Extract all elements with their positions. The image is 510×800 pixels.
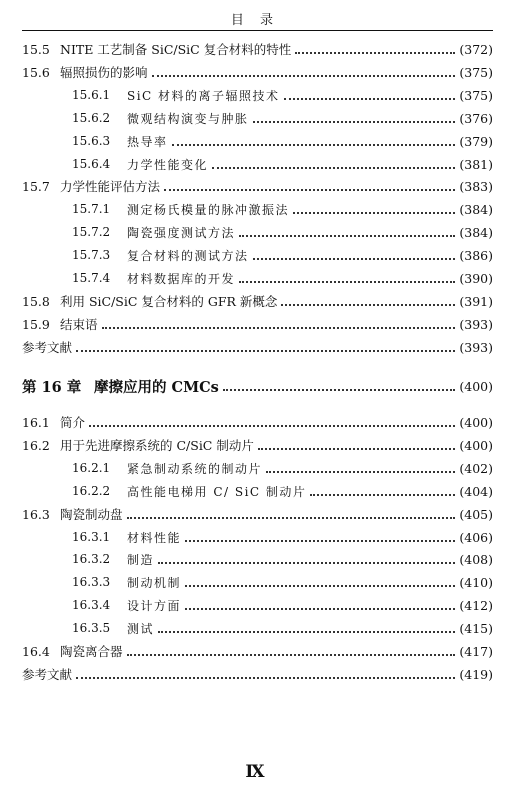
toc-entry[interactable]: [72, 480, 493, 502]
toc-entry-title: 紧急制动系统的制动片: [127, 461, 263, 476]
dot-leader: [185, 539, 455, 542]
toc-entry-title: 材料性能: [127, 530, 182, 545]
toc-entry-number: 15.7.1: [72, 202, 111, 216]
toc-entry[interactable]: [72, 617, 493, 639]
toc-entry-page: (384): [459, 201, 493, 217]
toc-entry[interactable]: [72, 267, 493, 289]
header-rule: [22, 30, 493, 31]
dot-leader: [239, 234, 455, 237]
toc-entry-number: 16.3.1: [72, 530, 111, 544]
toc-entry-number: 16.2: [22, 437, 50, 453]
toc-entry-title: 陶瓷制动盘: [60, 507, 123, 522]
toc-entry[interactable]: [22, 61, 493, 83]
toc-entry[interactable]: [22, 313, 493, 335]
toc-entry[interactable]: [72, 107, 493, 129]
toc-entry[interactable]: [72, 526, 493, 548]
toc-entry[interactable]: [72, 548, 493, 570]
toc-entry-number: 16.2.1: [72, 461, 111, 475]
dot-leader: [310, 493, 455, 496]
toc-entry-page: (391): [459, 293, 493, 309]
toc-entry[interactable]: [22, 503, 493, 525]
toc-entry-number: 15.6.4: [72, 157, 111, 171]
toc-entry[interactable]: [22, 290, 493, 312]
toc-entry-number: 15.7.2: [72, 225, 111, 239]
page-number: Ⅸ: [245, 762, 265, 782]
toc-entry-number: 16.2.2: [72, 484, 111, 498]
toc-entry-page: (393): [459, 316, 493, 332]
dot-leader: [127, 653, 456, 656]
toc-entry-title: 用于先进摩擦系统的 C/SiC 制动片: [60, 438, 254, 453]
toc-entry-number: 16.3.3: [72, 575, 111, 589]
toc-entry-number: 15.6.2: [72, 111, 111, 125]
toc-entry-title: 制造: [127, 552, 155, 567]
toc-entry-title: 微观结构演变与肿胀: [127, 111, 249, 126]
dot-leader: [185, 607, 455, 610]
dot-leader: [293, 211, 455, 214]
dot-leader: [172, 143, 456, 146]
toc-entry-title: 力学性能变化: [127, 157, 209, 172]
toc-entry[interactable]: [72, 571, 493, 593]
toc-entry-page: (375): [459, 87, 493, 103]
dot-leader: [212, 166, 455, 169]
toc-entry-number: 16.4: [22, 643, 50, 659]
toc-entry-title: 参考文献: [22, 667, 73, 682]
dot-leader: [158, 630, 455, 633]
toc-entry-title: 简介: [60, 415, 86, 430]
toc-entry-number: 15.6: [22, 64, 50, 80]
toc-entry-title: 陶瓷强度测试方法: [127, 225, 236, 240]
toc-entry-page: (372): [459, 41, 493, 57]
toc-entry-title: NITE 工艺制备 SiC/SiC 复合材料的特性: [60, 42, 292, 57]
toc-entry-number: 16.3.2: [72, 552, 111, 566]
toc-entry-title: 材料数据库的开发: [127, 271, 236, 286]
toc-entry-page: (393): [459, 339, 493, 355]
toc-entry-page: (402): [459, 460, 493, 476]
toc-entry-number: 15.7.4: [72, 271, 111, 285]
toc-entry[interactable]: [72, 130, 493, 152]
dot-leader: [89, 424, 455, 427]
toc-entry-page: (419): [459, 666, 493, 682]
toc-entry-page: (408): [459, 551, 493, 567]
toc-entry-title: SiC 材料的离子辐照技术: [127, 88, 280, 103]
toc-entry[interactable]: [72, 198, 493, 220]
toc-entry-title: 测定杨氏模量的脉冲激振法: [127, 202, 290, 217]
toc-entry-number: 15.9: [22, 316, 50, 332]
dot-leader: [223, 388, 456, 391]
toc-entry-number: 15.8: [22, 293, 50, 309]
dot-leader: [281, 303, 455, 306]
dot-leader: [76, 676, 455, 679]
toc-entry-page: (404): [459, 483, 493, 499]
toc-entry-number: 15.7.3: [72, 248, 111, 262]
toc-entry[interactable]: [72, 221, 493, 243]
toc-entry-title: 高性能电梯用 C/ SiC 制动片: [127, 484, 307, 499]
toc-entry[interactable]: [22, 640, 493, 662]
dot-leader: [253, 257, 456, 260]
toc-entry-page: (410): [459, 574, 493, 590]
toc-entry[interactable]: [72, 244, 493, 266]
toc-entry-title: 辐照损伤的影响: [60, 65, 148, 80]
toc-entry-page: (415): [459, 620, 493, 636]
toc-entry-page: (381): [459, 156, 493, 172]
dot-leader: [152, 74, 456, 77]
toc-entry[interactable]: [72, 457, 493, 479]
toc-entry-page: (379): [459, 133, 493, 149]
dot-leader: [76, 349, 455, 352]
toc-entry-title: 陶瓷离合器: [60, 644, 123, 659]
toc-entry-title: 参考文献: [22, 340, 73, 355]
toc-entry-page: (400): [459, 437, 493, 453]
dot-leader: [164, 188, 455, 191]
toc-entry-page: (386): [459, 247, 493, 263]
toc-entry[interactable]: [22, 336, 493, 358]
dot-leader: [266, 470, 455, 473]
toc-entry[interactable]: [72, 84, 493, 106]
toc-entry-number: 15.6.1: [72, 88, 111, 102]
toc-entry-number: 15.5: [22, 41, 50, 57]
page-header: 目 录: [230, 13, 280, 28]
toc-entry[interactable]: [22, 663, 493, 685]
toc-entry-page: (390): [459, 270, 493, 286]
toc-entry-page: (405): [459, 506, 493, 522]
toc-entry[interactable]: [72, 153, 493, 175]
toc-entry-page: (400): [459, 414, 493, 430]
toc-entry-title: 结束语: [60, 317, 98, 332]
toc-entry-title: 力学性能评估方法: [60, 179, 161, 194]
dot-leader: [295, 51, 455, 54]
dot-leader: [239, 280, 455, 283]
toc-entry-page: (412): [459, 597, 493, 613]
toc-entry[interactable]: [72, 594, 493, 616]
dot-leader: [253, 120, 456, 123]
toc-entry-title: 摩擦应用的 CMCs: [94, 378, 219, 396]
dot-leader: [127, 516, 456, 519]
toc-entry-title: 测试: [127, 621, 155, 636]
toc-entry[interactable]: [22, 175, 493, 197]
toc-entry-title: 利用 SiC/SiC 复合材料的 GFR 新概念: [60, 294, 278, 309]
toc-entry-number: 第 16 章: [22, 378, 82, 396]
toc-entry-title: 热导率: [127, 134, 168, 149]
toc-entry-page: (384): [459, 224, 493, 240]
toc-entry-page: (400): [459, 378, 493, 394]
toc-entry[interactable]: [22, 38, 493, 60]
toc-entry-number: 15.6.3: [72, 134, 111, 148]
toc-entry-number: 16.3.5: [72, 621, 111, 635]
dot-leader: [102, 326, 456, 329]
toc-entry-page: (417): [459, 643, 493, 659]
toc-entry-number: 16.1: [22, 414, 50, 430]
dot-leader: [284, 97, 456, 100]
dot-leader: [258, 447, 456, 450]
toc-entry-number: 16.3: [22, 506, 50, 522]
toc-entry-page: (406): [459, 529, 493, 545]
toc-entry-number: 16.3.4: [72, 598, 111, 612]
toc-entry-title: 制动机制: [127, 575, 182, 590]
dot-leader: [158, 561, 455, 564]
toc-entry-title: 复合材料的测试方法: [127, 248, 249, 263]
dot-leader: [185, 584, 455, 587]
toc-chapter-entry[interactable]: [22, 373, 493, 399]
toc-entry-page: (376): [459, 110, 493, 126]
toc-entry-page: (383): [459, 178, 493, 194]
toc-entry-page: (375): [459, 64, 493, 80]
toc-entry-title: 设计方面: [127, 598, 182, 613]
toc-entry[interactable]: [22, 434, 493, 456]
toc-entry-number: 15.7: [22, 178, 50, 194]
toc-entry[interactable]: [22, 411, 493, 433]
